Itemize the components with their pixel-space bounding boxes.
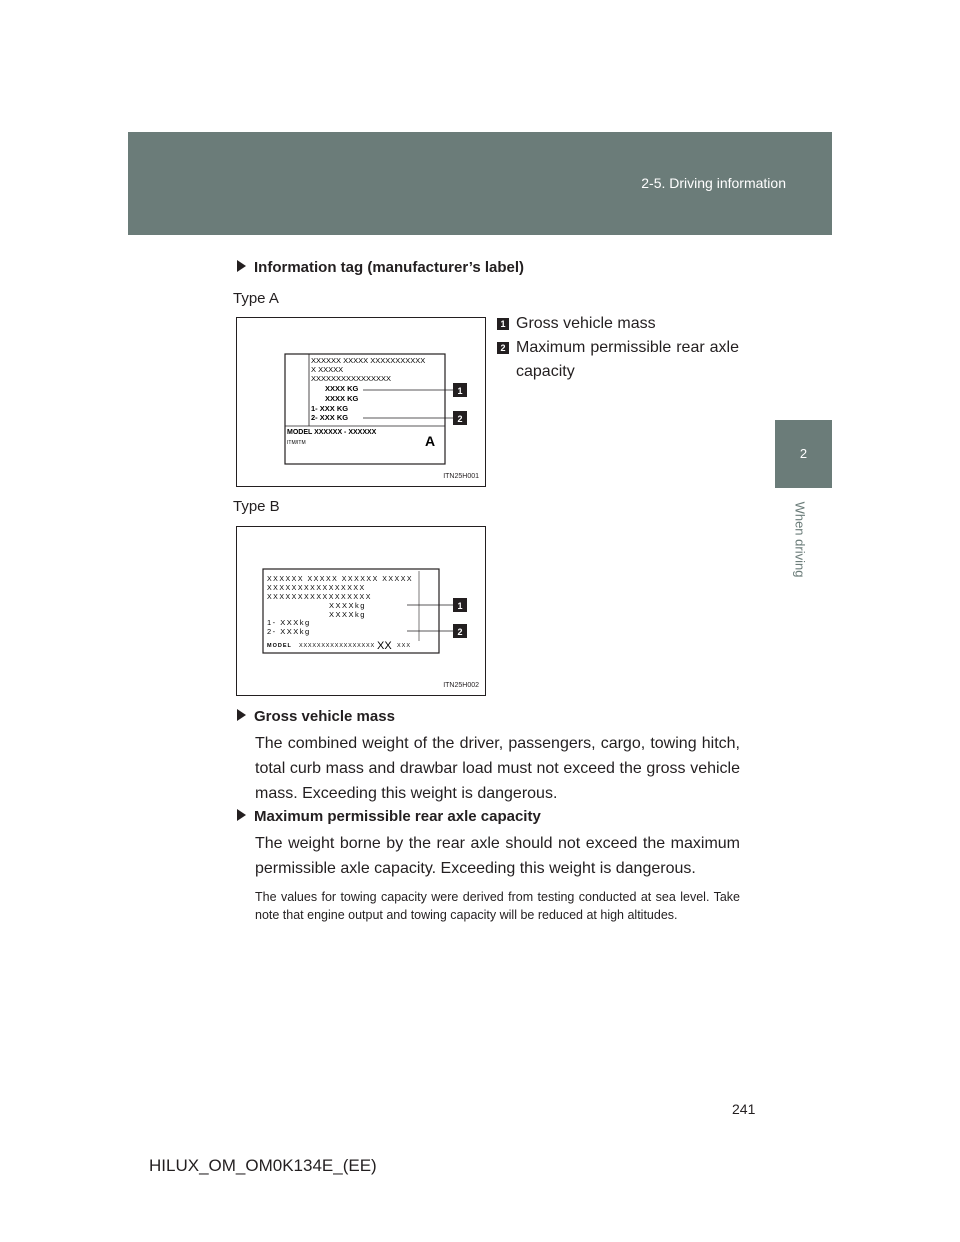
label-illustration-b [237,527,485,695]
info-tag-heading-text: Information tag (manufacturer’s label) [254,259,525,276]
triangle-bullet-icon [237,709,246,721]
type-b-label: Type B [233,498,280,515]
callout-1-b: 1 [457,601,463,611]
number-2-icon: 2 [497,342,509,354]
label-a-small: ITM/ITM [287,440,306,446]
rear-axle-heading [237,807,541,827]
legend [497,312,739,384]
label-b-model-value: XXXXXXXXXXXXXXXXX [299,643,375,649]
header-band [128,132,832,235]
label-b-gvm: XXXXkg [329,601,366,610]
legend-text-2: Maximum permissible rear axle capacity [516,339,739,380]
number-1-icon: 1 [497,318,509,330]
label-a-line-2: X XXXXX [311,365,344,374]
document-code: HILUX_OM_OM0K134E_(EE) [149,1156,377,1175]
section-title: 2-5. Driving information [641,175,786,191]
type-a-label: Type A [233,290,279,307]
label-b-line-1: XXXXXX XXXXX XXXXXX XXXXX [267,576,414,583]
label-b-line-3: XXXXXXXXXXXXXXXXX [267,594,372,601]
triangle-bullet-icon [237,809,246,821]
label-a-model: MODEL XXXXXX - XXXXXX [287,429,377,436]
label-a-corner-letter: A [425,433,436,449]
gross-mass-heading-text: Gross vehicle mass [254,708,395,725]
label-b-axle-2: 2- XXXkg [267,627,311,636]
legend-item-2 [497,336,739,384]
figure-b-code: ITN25H002 [443,682,479,689]
label-b-gcm: XXXXkg [329,610,366,619]
page-number: 241 [732,1101,756,1117]
label-a-axle-2: 2- XXX KG [311,413,349,422]
callout-1-a: 1 [457,386,463,396]
label-b-trailing: XXX [397,643,412,649]
rear-axle-body: The weight borne by the rear axle should not exceed the maximum permissible axle capacity. Exceeding this weight is dangerous. [255,835,740,877]
label-illustration-a [237,318,485,486]
gross-mass-heading [237,707,395,727]
gross-mass-body: The combined weight of the driver, passengers, cargo, towing hitch, total curb mass and drawbar load must not exceed the gross vehicle mass. Exceeding this weight is dangerous. [255,735,740,802]
rear-axle-heading-text: Maximum permissible rear axle capacity [254,808,541,825]
legend-item-1 [497,312,739,336]
callout-2-b: 2 [457,627,463,637]
label-a-line-1: XXXXXX XXXXX XXXXXXXXXXX [311,356,426,365]
label-b-axle-1: 1- XXXkg [267,618,311,627]
label-b-line-2: XXXXXXXXXXXXXXXX [267,585,366,592]
chapter-tab: 2 [775,420,832,488]
altitude-note: The values for towing capacity were derived from testing conducted at sea level. Take note that engine output and towing capacity will be reduced at high altitudes. [255,890,740,922]
triangle-bullet-icon [237,260,246,272]
label-a-gvm: XXXX KG [325,384,359,393]
label-a-line-3: XXXXXXXXXXXXXXXX [311,374,392,383]
label-b-model: MODEL [267,643,292,649]
figure-a-code: ITN25H001 [443,473,479,480]
chapter-label: When driving [792,501,808,578]
label-b-big-letters: XX [377,640,392,652]
figure-type-b [236,526,486,696]
figure-type-a [236,317,486,487]
legend-text-1: Gross vehicle mass [516,315,656,332]
label-a-axle-1: 1- XXX KG [311,404,349,413]
label-a-gcm: XXXX KG [325,394,359,403]
info-tag-heading [237,258,524,278]
callout-2-a: 2 [457,414,463,424]
